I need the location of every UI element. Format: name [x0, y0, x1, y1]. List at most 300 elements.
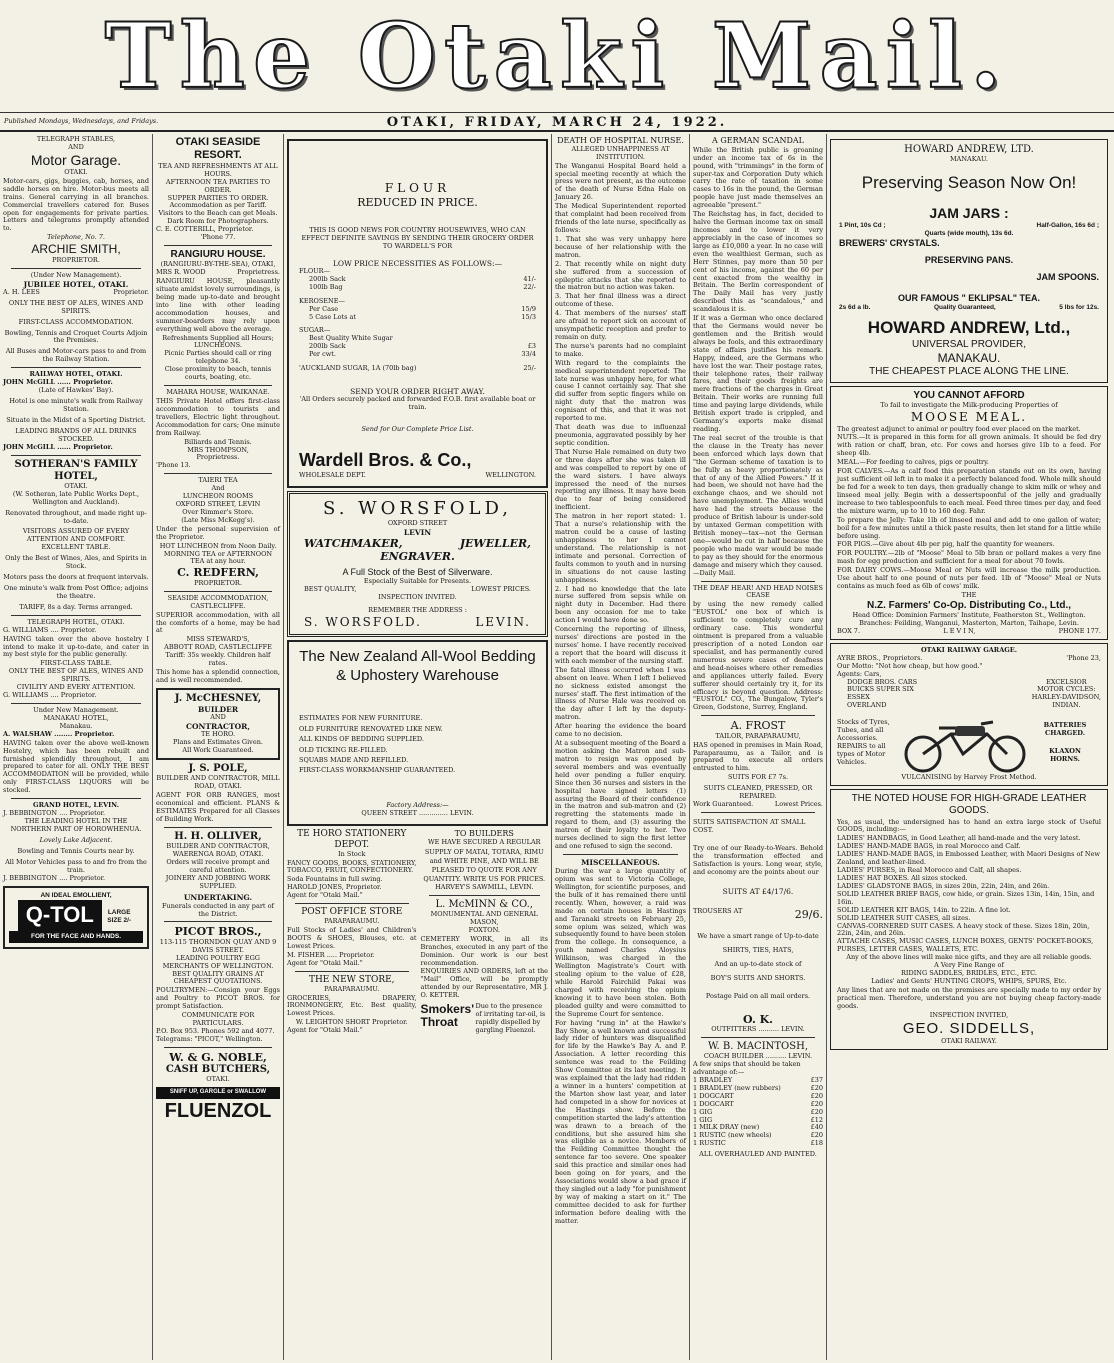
vehicle-name: 1 BRADLEY [693, 1075, 733, 1084]
divider [11, 798, 141, 799]
ad-text: WHOLESALE DEPT. [299, 470, 366, 479]
ad-text: Hotel is one minute's walk from Railway Station. [9, 396, 143, 413]
ad-text: And an up-to-date stock of [714, 959, 802, 968]
ad-text: Telegrams: "PICOT," Wellington. [156, 1034, 263, 1043]
ad-text: KEROSENE— [299, 296, 345, 305]
ad-text: JAM SPOONS. [1036, 272, 1099, 283]
brand-item: ESSEX [847, 693, 870, 702]
brand-item: HARLEY-DAVIDSON, [1031, 693, 1101, 702]
ad-title: Preserving Season Now On! [861, 173, 1077, 193]
ad-text: OLD FURNITURE RENOVATED LIKE NEW. [299, 724, 443, 733]
ad-text: FLOUR— [299, 266, 331, 275]
ad-text: All Work Guaranteed. [182, 746, 254, 755]
ad-text: UNIVERSAL PROVIDER, [911, 338, 1027, 350]
ad-title: The New Zealand All-Wool Bedding & Uphostery Warehouse [299, 647, 536, 684]
ad-text: Close proximity to beach, tennis courts, boating, etc. [164, 365, 272, 382]
ad-title: GRAND HOTEL, LEVIN. [33, 801, 119, 810]
price-item: 200lb Sack [309, 274, 346, 283]
article-paragraph: The Medical Superintendent reported that complaint had been received from friends of the late nurse, specifically as follows: [555, 202, 686, 234]
ad-text: OTAKI. [206, 1075, 230, 1084]
ad-text: Lovely Lake Adjacent. [39, 835, 113, 844]
ad-text: P.O. Box 953. Phones 592 and 4077. [156, 1027, 275, 1035]
ad-text: LOWEST PRICES. [471, 584, 531, 593]
brand-item: INDIAN. [1052, 701, 1081, 710]
ad-text: THE LEADING HOTEL IN THE NORTHERN PART OF HOROWHENUA. [10, 816, 142, 833]
proprietor-name: HAROLD JONES, Proprietor. [287, 883, 382, 892]
brand-item: EXCELSIOR [1046, 677, 1087, 686]
vehicle-price: £20 [810, 1099, 823, 1108]
ad-text: Agents: Cars, [837, 669, 882, 678]
proprietor-name: MRS R. WOOD [156, 268, 206, 277]
ad-title: POST OFFICE STORE [301, 907, 403, 918]
proprietor-name: JOHN McGILL ...... Proprietor. [3, 378, 113, 387]
ad-body: HAS opened in premises in Main Road, Paraparaumu, as a Tailor, and is prepared to execute all orders entrusted to him. [693, 740, 823, 773]
ad-body: RANGIURU HOUSE, pleasantly situate amidst lovely surroundings, is being made up-to-date and brought into line with other leading accommodation houses, and summer-boarders may rely upon everything well above the average. [156, 277, 280, 333]
price-item: Per Case [309, 304, 339, 313]
price-item: Per cwt. [309, 350, 336, 359]
price-item: 1 Pint, 10s Cd ; [839, 222, 886, 230]
ad-text: 'Phone 77. [200, 233, 236, 242]
ad-text: In Stock [338, 849, 366, 858]
ad-text: CASH BUTCHERS, [165, 1064, 271, 1076]
ad-text: OUTFITTERS .......... LEVIN. [711, 1025, 805, 1034]
ad-title: RANGIURU HOUSE. [170, 249, 266, 261]
ad-text: Bowling, Tennis and Croquet Courts Adjoin the Premises. [4, 328, 148, 345]
proprietor-name: G. WILLIAMS .... Proprietor. [3, 625, 97, 634]
ad-title: HOWARD ANDREW, LTD. [904, 144, 1034, 155]
ad-title: JUBILEE HOTEL, OTAKI. [23, 279, 129, 289]
ad-text: All Buses and Motor-cars pass to and from the Railway Station. [5, 347, 147, 364]
divider [164, 591, 272, 592]
ad-text: Situate in the Midst of a Sporting District. [6, 415, 146, 424]
ad-text: LEADING BRANDS OF ALL DRINKS STOCKED. [15, 426, 137, 443]
ad-body: AGENT FOR ORB RANGES, most economical and efficient. PLANS & ESTIMATES Prepared for all Classes of Building Work. [156, 791, 280, 823]
ad-text: HARVEY'S SAWMILL, LEVIN. [435, 882, 534, 891]
ad-text: Refreshments Supplied all Hours; LUNCHEONS. [162, 333, 274, 350]
ad-text: CONTRACTOR, [186, 722, 250, 732]
ad-text: (RANGIURU-BY-THE-SEA), OTAKI, [160, 260, 276, 269]
article-paragraph: The nurse's parents had no complaint to make. [555, 341, 686, 358]
vehicle-price: £20 [810, 1131, 823, 1140]
ad-heading: TELEGRAPH STABLES, [36, 135, 116, 143]
column-2 [153, 134, 283, 1360]
ad-text: (Late of Hawkes' Bay). [38, 386, 114, 395]
ad-text: ATTACHE CASES, MUSIC CASES, LUNCH BOXES, GENTS' POCKET-BOOKS, PURSES, LETTER CASES, WALLETS, ETC. [837, 937, 1094, 954]
ad-body: HAVING taken over the above hostelry I intend to make it up-to-date, and cater in my best style for the public generally. [3, 634, 149, 659]
article-paragraph: That Nurse Hale remained on duty two or three days after she was taken ill and was compelled to report by one of the ward sisters. I have always impressed the need of the nurses reporting any illness. It may have been due to fear of being considered inefficient. [555, 447, 686, 512]
price-value: 15/9 [521, 304, 536, 313]
ad-text: MONUMENTAL AND GENERAL MASON, [430, 909, 538, 926]
ad-title: A. FROST [730, 719, 786, 733]
ad-text: FIRST-CLASS WORKMANSHIP GUARANTEED. [299, 766, 456, 775]
ad-body: Yes, as usual, the undersigned has to hand an extra large stock of Useful GOODS, including:— [837, 817, 1101, 834]
ad-body: THIS Private Hotel offers first-class accommodation to tourists and travellers, Electric light throughout. Accommodation for cars; One minute from Railway. [156, 396, 280, 437]
ad-text: Accommodation as per Tariff. [169, 201, 267, 210]
ad-text: LEADING POULTRY EGG MERCHANTS OF WELLINGTON. [162, 953, 274, 970]
ad-body: SUPERIOR accommodation, with all the comforts of a home, may be had at [156, 610, 280, 635]
divider [701, 1037, 815, 1038]
ad-title: MOOSE MEAL. [910, 409, 1028, 424]
dateline-bar [0, 112, 1114, 132]
ad-text: OTAKI. [64, 481, 88, 490]
article-paragraph: During the war a large quantity of opium was sent to Victoria College, Wellington, for scientific purposes, and the bulk of it has remained there until recently. When, however, a raid was made on certain houses in Hastings and Taranaki streets on February 25, some opium was seized, which was subsequently found to have been stolen from the college. In consequence, a youth named Charles Aloysius Wilkinson, was charged in the Wellington Magistrate's Court with stealing opium to the value of £28, while Harold Fairchild Pakai was charged with receiving the opium knowing it to have been stolen. Both pleaded guilty and were committed to the Supreme Court for sentence. [555, 867, 686, 1018]
ad-title: J. S. POLE, [188, 763, 248, 775]
ad-text: Over Rimmer's Store. [182, 507, 254, 516]
ad-text: All Motor Vehicles pass to and fro from the train. [5, 857, 147, 874]
ad-text: L E V I N, [943, 626, 976, 635]
ad-text: PROPRIETOR. [52, 255, 100, 264]
ad-text: BREWERS' CRYSTALS. [839, 238, 940, 249]
ad-title: GEO. SIDDELLS, [902, 1019, 1036, 1037]
ad-text: ALL OVERHAULED AND PAINTED. [699, 1150, 817, 1159]
article-paragraph: If it was a German who once declared that the Germans would never be gentlemen and the British would always be fools, and this extraordinary state of affairs justifies his remark. Happy, indeed, are the Germans who have lost the war. Their postage rates, their telephone rates, their railway fares, and their goods freights are mere fractions of the charges in Great Britain. Their works are running full time and paying large dividends, while British export trade is crippled, and Germany's exports make dismal reading. [693, 314, 823, 434]
divider [563, 854, 678, 855]
article-headline: DEATH OF HOSPITAL NURSE. [557, 136, 684, 145]
ad-text: LADIES' HAND-MADE BAGS, in Embossed Leather, with Maori Designs of New Zealand, and leather-lined. [837, 850, 1100, 867]
divider [164, 827, 272, 828]
brand-item: DODGE BROS. CARS [847, 677, 918, 686]
brand-item: OVERLAND [847, 701, 887, 710]
vehicle-name: 1 DOGCART [693, 1099, 734, 1108]
article-headline: A GERMAN SCANDAL [712, 136, 804, 145]
price-value: 29/6. [794, 907, 823, 921]
ad-text: MANAKAU. [937, 351, 1001, 365]
ad-text: RIDING SADDLES, BRIDLES, ETC., ETC. [901, 969, 1037, 978]
ad-text: Funerals conducted in any part of the District. [162, 901, 274, 918]
vehicle-price: £18 [810, 1139, 823, 1148]
ad-title: OTAKI SEASIDE RESORT. [175, 136, 261, 162]
proprietor-name: G. WILLIAMS .... Proprietor. [3, 691, 97, 700]
divider [701, 715, 815, 716]
ad-text: (Under New Management). [30, 270, 122, 279]
ad-text: SNIFF UP, GARGLE or SWALLOW [156, 1087, 280, 1098]
ad-title: FLUENZOL [164, 1099, 272, 1122]
ad-text: Manakau. [59, 721, 93, 730]
column-3 [284, 134, 551, 1360]
publication-schedule: Published Mondays, Wednesdays, and Fridays. [4, 117, 159, 125]
price-value: 41/- [523, 274, 536, 283]
ad-body: The greatest adjunct to animal or poultry food ever placed on the market. [837, 424, 1081, 433]
ad-text: Send for Our Complete Price List. [361, 425, 474, 434]
qtol-ad [3, 886, 149, 949]
article-paragraph: After hearing the evidence the board came to no decision. [555, 722, 686, 739]
article-paragraph: The fatal illness occurred when I was absent on leave. When I left I believed no sickness existed amongst the nurses' staff. The first intimation of the illness of Nurse Hale was received on the day after I left by the deputy-matron. [555, 665, 686, 722]
motorcycle-illustration [901, 712, 1031, 774]
vehicle-name: 1 RUSTIC [693, 1139, 726, 1148]
ad-title: Smokers' Throat [420, 1002, 475, 1030]
divider [11, 268, 141, 269]
ad-text: OTAKI RAILWAY. [941, 1036, 997, 1045]
ad-title: W. B. MACINTOSH, [707, 1041, 809, 1052]
price-item: Quarts (wide mouth), 13s 6d. [924, 230, 1014, 238]
ad-text: Renovated throughout, and made right up-to-date. [5, 508, 147, 525]
column-4 [552, 134, 689, 1360]
ad-text: BOX 7. [837, 626, 861, 635]
price-item: 2s 6d a lb. [839, 304, 871, 312]
ad-text: SUITS FOR £7 7s. [727, 773, 789, 782]
mchesney-ad [156, 688, 280, 760]
ad-title: TE HORO STATIONERY DEPOT. [297, 828, 407, 850]
price-item: Best Quality White Sugar [309, 334, 393, 343]
article-paragraph: While the British public is groaning under an income tax of 6s in the pound, with "trimmings" in the form of super-tax and Corporation Duty which carry the rate of taxation in some cases to 16s in the pound, the German people have just made themselves an agreeable "present." [693, 145, 823, 210]
ad-body: WE HAVE SECURED A REGULAR SUPPLY OF MATAI, TOTARA, RIMU and WHITE PINE, AND WILL BE PLEASED TO QUOTE FOR ANY QUANTITY. WRITE US FOR PRICES. [423, 838, 546, 883]
ad-text: Agent for "Otaki Mail." [287, 1026, 363, 1035]
ad-title: SOTHERAN'S FAMILY HOTEL, [14, 458, 138, 482]
ad-text: FOR DAIRY COWS.—Moose Meal or Nuts will increase the milk production. Use about half to one pound of nuts per feed. 1lb of "Moose" Meal or Nuts contains as much feed as 6lb of cows' milk. [837, 566, 1101, 591]
ad-text: OXFORD STREET [387, 518, 448, 527]
ad-text: TARIFF, 8s a day. Terms arranged. [19, 602, 133, 611]
ad-body: Full Stocks of Ladies' and Children's BOOTS & SHOES, Blouses, etc. at Lowest Prices. [287, 926, 417, 950]
ad-text: Especially Suitable for Presents. [363, 576, 472, 585]
ad-text: BUILDER AND CONTRACTOR, WAERENGA ROAD, OTAKI. [166, 841, 270, 858]
ad-body: Under the personal supervision of the Proprietor. [156, 524, 280, 541]
proprietor-name: MISS STEWARD'S, [186, 635, 250, 644]
ad-text: Under New Management. [33, 706, 119, 714]
ad-title: RAILWAY HOTEL, OTAKI. [29, 370, 123, 379]
ad-text: LEVIN [403, 527, 432, 537]
ad-title: SEASIDE ACCOMMODATION, CASTLECLIFFE. [167, 593, 269, 610]
column-1 [0, 134, 152, 1360]
ad-text: TEA AND REFRESHMENTS AT ALL HOURS. [158, 161, 278, 178]
ad-title: TO BUILDERS [454, 828, 514, 838]
ad-title: FLOUR [384, 181, 451, 195]
divider [429, 895, 541, 896]
ad-text: FOR THE FACE AND HANDS. [9, 931, 143, 943]
vehicle-price: £12 [810, 1115, 823, 1124]
ad-title: N.Z. Farmers' Co-Op. Distributing Co., Ltd., [866, 599, 1072, 611]
ad-text: AND [68, 142, 84, 151]
ad-title: Motor Garage. [30, 151, 122, 168]
divider [295, 971, 409, 972]
proprietor-name: J. BEBBINGTON .... Proprietor. [3, 873, 106, 882]
ad-text: SOLID LEATHER BRIEF BAGS, cow hide, or grain. Sizes 13in, 14in, 15in, and 16in. [837, 889, 1095, 906]
ad-text: And [211, 484, 225, 493]
article-paragraph: For having "rung in" at the Hawke's Bay Show, a well known and successful lady rider of hunters was disqualified for life by the Hawke's Bay A. and P. Association. A letter recording this sentence was read to the Feilding Show Committee at its last meeting. It was explained that the lady had ridden a winner in a hunters' competition at the Marton show last year, and later had competed in a show for novices at the Hastings show. Before the competition started the lady's attention was drawn to a breach of the conditions, but she assured him she was eligible as a novice. Members of the Feilding Committee thought the sentence far too severe. One speaker said this practice and similar ones had been going on for years, and the Associations would show a bad grace if they singled out a lady "for punishment by way of making a start on it." The committee decided to ask for further information before dealing with the matter. [555, 1018, 686, 1225]
article-paragraph: With regard to the complaints the medical superintendent reported: The late nurse was unhappy here, for what cause I cannot certainly say. That she did suffer from septic fingers while on night duty that the matron was cognisant of this, and that it was not reported to me. [555, 358, 686, 423]
ad-text: LOW PRICE NECESSITIES AS FOLLOWS:— [332, 258, 503, 268]
brand-item: BUICKS SUPER SIX [847, 685, 914, 694]
price-item: 5 lbs for 12s. [1059, 304, 1099, 312]
ad-text: Dark Room for Photographers. [167, 217, 269, 226]
ad-text: SOLID LEATHER KIT BAGS, 14in. to 22in. A fine lot. [837, 905, 1011, 914]
ad-text: Picnic Parties should call or ring telephone 34. [164, 349, 272, 366]
ad-title: THE NEW STORE, [308, 974, 395, 985]
ad-text: ONLY THE BEST OF ALES, WINES AND SPIRITS. [8, 667, 144, 684]
article-paragraph: The Wanganui Hospital Board held a special meeting recently at which the press were not present, as the outcome of the death of Nurse Edna Hale on January 26. [555, 161, 686, 202]
vehicle-list-item [693, 1140, 823, 1148]
vehicle-price: £37 [810, 1075, 823, 1084]
ad-text: ESTIMATES FOR NEW FURNITURE. [299, 714, 423, 723]
ad-text: QUEEN STREET .............. LEVIN. [361, 808, 474, 817]
ad-body: FANCY GOODS, BOOKS, STATIONERY, TOBACCO, FRUIT, CONFECTIONERY. [287, 858, 417, 875]
article-paragraph: 3. That her final illness was a direct outcome of these. [555, 292, 686, 309]
ad-text: (W. Sotheran, late Public Works Dept., Wellington and Auckland). [12, 489, 140, 506]
ad-text: MOTOR CYCLES: [1037, 685, 1096, 694]
ad-text: SUPPER PARTIES TO ORDER. [167, 193, 269, 202]
ad-text: 113-115 THORNDON QUAY AND 9 DAVIS STREET. [159, 937, 277, 954]
proprietor-name: M. FISHER ..... Proprietor. [287, 950, 375, 959]
proprietor-name: J. BEBBINGTON .... Proprietor. [3, 809, 106, 818]
fluenzol-ad [156, 1087, 280, 1123]
ad-text: ALL KINDS OF BEDDING SUPPLIED. [299, 735, 424, 744]
proprietor-name: C. E. COTTERILL, Proprietor. [156, 225, 254, 234]
article-headline: MISCELLANEOUS. [581, 857, 660, 867]
article-paragraph: The real secret of the trouble is that the clause in the Treaty has never been enforced which lays down that "the German scheme of taxation is to be fully as heavy proportionately as that of any of the Allied Powers." If it had been, we should not have had the exchange chaos, and we should not have unemployment. The Allies would have had the streets because the produce of British labour is under-sold by untaxed German competition with British money—tax—not the German one—would be cut in half because the people who made war would be made to pay as they should for the enormous damage and misery which they caused.—Daily Mail. [693, 433, 823, 577]
vehicle-name: 1 MILK DRAY (new) [693, 1123, 760, 1132]
ad-text: VISITORS ASSURED OF EVERY ATTENTION AND COMFORT. [22, 527, 130, 544]
worsfold-ad [287, 491, 548, 637]
ad-text: THE [961, 590, 977, 599]
ad-text: Proprietor. [113, 287, 149, 296]
ad-text: FOR PIGS.—Give about 4lb per pig, half the quantity for weaners. [837, 540, 1055, 549]
price-value: 25/- [523, 364, 536, 373]
bedding-ad [287, 640, 548, 826]
ad-text: BATTERIES CHARGED. [1043, 721, 1087, 738]
ad-text: NUTS.—It is prepared in this form for all grown animals. It should be fed dry with ration or chaff, bran, etc. For cows and horses give 1lb to a feed. For sheep 4lb. [837, 433, 1101, 458]
vehicle-name: 1 GIG [693, 1115, 713, 1124]
ad-text: JOINERY AND JOBBING WORK SUPPLIED. [165, 873, 271, 890]
article-paragraph: 2. That recently while on night duty she suffered from a succession of epileptic attacks that she reported to the matron but no action was taken. [555, 259, 686, 292]
wardell-ad [287, 139, 548, 488]
ad-text: Any of the above lines will make nice gifts, and they are all reliable goods. [846, 953, 1092, 962]
ad-text: VULCANISING by Harvey Frost Method. [901, 773, 1037, 782]
ad-text: Proprietress. [196, 453, 240, 462]
ad-text: UNDERTAKING. [183, 893, 253, 903]
ad-text: COMMUNICATE FOR PARTICULARS. [181, 1011, 255, 1028]
ad-text: PROPRIETOR. [194, 578, 242, 587]
ad-text: LADIES' GLADSTONE BAGS, in sizes 20in, 22in, 24in, and 26in. [837, 881, 1050, 890]
ad-title: J. McCHESNEY, [174, 692, 262, 704]
ad-text: Tariff: 35s weekly. Children half rates. [165, 651, 271, 668]
vehicle-name: 1 RUSTIC (new wheels) [693, 1131, 772, 1140]
divider [701, 581, 815, 582]
price-value: 33/4 [521, 350, 536, 359]
ad-text: A Full Stock of the Best of Silverware. [342, 566, 493, 577]
ad-text: THE CHEAPEST PLACE ALONG THE LINE. [869, 365, 1069, 377]
ad-text: OLD TICKING RE-FILLED. [299, 745, 388, 754]
ad-text: MEAL.—For feeding to calves, pigs or poultry. [837, 458, 989, 467]
ad-text: To fail to investigate the Milk-producing Properties of [880, 401, 1058, 409]
ad-text: Billiards and Tennis. [184, 437, 252, 446]
ad-text: Our Motto: "Not how cheap, but how good." [837, 661, 983, 670]
ad-title: MANAKAU HOTEL, [43, 713, 109, 722]
price-value: 22/- [523, 282, 536, 291]
ad-title: MAHARA HOUSE, WAIKANAE. [166, 388, 270, 397]
ad-text: Agent for "Otaki Mail." [287, 891, 363, 900]
divider [164, 385, 272, 386]
ad-text: JEWELLER, [459, 536, 531, 550]
price-item: 200lb Sack [309, 342, 346, 351]
ad-text: 'Phone 13. [156, 461, 191, 470]
ad-text: Stocks of Tyres, Tubes, and all Accessories. [837, 718, 890, 743]
ad-text: To prepare the Jelly: Take 1lb of linseed meal and add to one gallon of water; boil for a few minutes until a thick paste results, then let stand for a little while before using. [837, 515, 1101, 540]
ad-text: INSPECTION INVITED. [378, 592, 457, 601]
ad-text: MANAKAU. [950, 155, 988, 164]
ad-text: ENQUIRIES AND ORDERS, left at the "Mail" Office, will be promptly attended by our Representative, MR J. O. KETTER. [420, 967, 548, 1000]
vehicle-list-item [693, 1109, 823, 1117]
price-value: 15/3 [521, 312, 536, 321]
ad-text: One minute's walk from Post Office; adjoins the theatre. [3, 584, 149, 600]
ad-title: S. WORSFOLD, [323, 497, 512, 519]
ad-text: REPAIRS to all types of Motor Vehicles. [837, 742, 886, 767]
divider [295, 903, 409, 904]
proprietor-name: AYRE BROS., Proprietors. [837, 653, 923, 662]
ad-body: Motor-cars, gigs, buggies, cab, horses, and saddle horses on hire. Motor-bus meets all trains. General carrying in all branches. Commercial travellers catered for. Buses open for engagements for private parties. Letters and telegrams promptly attended to. [3, 176, 149, 233]
ad-title: TAIERI TEA [198, 476, 238, 485]
ad-text: SUITS CLEANED, PRESSED, OR REPAIRED. [703, 784, 813, 801]
ad-title: W. & G. NOBLE, [169, 1050, 267, 1064]
ad-title: Q-TOL [18, 900, 102, 931]
ad-text: 'Phone 23, [1066, 653, 1101, 662]
price-value: £3 [527, 342, 536, 351]
ad-title: TELEGRAPH HOTEL, OTAKI. [27, 617, 125, 626]
ad-text: LADIES' HAT BOXES. All sizes stocked. [837, 873, 968, 882]
ad-title: THE NOTED HOUSE FOR HIGH-GRADE LEATHER GOODS. [851, 793, 1087, 817]
ad-text: Orders will receive prompt and careful attention. [166, 857, 270, 874]
ad-title: L. McMINN & CO., [435, 898, 533, 910]
ad-text: AND [210, 713, 226, 722]
ad-text: LADIES' HANDBAGS, in Good Leather, all hand-made and the very latest. [837, 834, 1081, 843]
ad-text: COACH BUILDER .......... LEVIN. [703, 1052, 813, 1061]
ad-text: OUR FAMOUS " EKLIPSAL" TEA. [897, 293, 1041, 304]
ad-text: Work Guaranteed. [693, 800, 754, 809]
price-item: Half-Gallon, 16s 6d ; [1036, 222, 1099, 230]
proprietor-name: JOHN McGILL ...... Proprietor. [3, 442, 113, 451]
divider [164, 473, 272, 474]
ad-body: CEMETERY WORK, in all its Branches, executed in any part of the Dominion. Our work is our best recommendation. [420, 934, 548, 967]
ad-text: CIVILITY AND EVERY ATTENTION. [16, 683, 136, 692]
vehicle-name: 1 DOGCART [693, 1091, 734, 1100]
ad-text: Ladies' and Gents' HUNTING CROPS, WHIPS, SPURS, Etc. [871, 976, 1067, 985]
ad-text: LADIES' PURSES, in Real Morocco and Calf, all shapes. [837, 866, 1022, 875]
vehicle-name: 1 GIG [693, 1107, 713, 1116]
proprietor-name: C. REDFERN, [177, 566, 259, 580]
ad-text: FOXTON. [468, 925, 500, 934]
ad-text: SUITS AT £4/17/6. [722, 886, 794, 896]
ad-text: Plans and Estimates Given. [173, 738, 263, 747]
divider [11, 455, 141, 456]
ad-text: BUILDER AND CONTRACTOR, MILL ROAD, OTAKI. [156, 774, 280, 791]
ad-text: BOY'S SUITS AND SHORTS. [710, 973, 806, 982]
vehicle-price: £20 [810, 1091, 823, 1100]
ad-text: TE HORO. [200, 730, 236, 739]
article-paragraph: by using the new remedy called "EUSTOL" one box of which is sufficient to completely cure any ordinary case. This wonderful ointment is prepared from a valuable prescription of a noted London ear specialist, and has permanently cured numerous severe cases of deafness and head-noises where other remedies and appliances utterly failed. Every sufferer should certainly try it, for its efficacy is beyond question. Address: "EUSTOL" CO., The Bungalow, Tyler's Green, Godstone, Surrey, England. [693, 600, 823, 712]
ad-text: 'All Orders securely packed and forwarded F.O.B. first available boat or train. [299, 395, 536, 412]
ad-text: EXCELLENT TABLE. [41, 543, 111, 552]
ad-title: OTAKI RAILWAY GARAGE. [920, 645, 1018, 654]
ad-text: BEST QUALITY GRAINS AT CHEAPEST QUOTATIONS. [172, 969, 264, 986]
ad-text: Only the Best of Wines, Ales, and Spirits in Stock. [5, 554, 147, 571]
proprietor-name: A. H. LEES [3, 287, 40, 296]
ad-text: LEVIN. [475, 615, 531, 630]
divider [701, 812, 815, 813]
ad-text: We have a smart range of Up-to-date [697, 932, 819, 941]
ad-text: FOR CALVES.—As a calf food this preparation stands out on its own, having just sufficient oil left in to make it a perfectly balanced food. Whole milk should be fed for a week to ten days, then gradually change to skim milk or whey and linseed meal jelly. Begin with a dessertspoonful of the jelly and gradually increase to two tablespoonfuls to each meal. Feed three times per day, and feed the mixture warm, up to 10 to 160 deg. Fahr. [837, 467, 1101, 515]
price-item: 'AUCKLAND SUGAR, 1A (70lb bag) [299, 364, 417, 373]
vehicle-list [693, 1077, 823, 1148]
ad-text: Factory Address:— [386, 800, 449, 809]
vehicle-price: £20 [810, 1083, 823, 1092]
ad-body: HAVING taken over the above well-known Hostelry, which has been rebuilt and furnished splendidly throughout, I am prepared to cater for all. ONLY THE BEST ACCOMMODATION will be provided, while only FIRST-CLASS LIQUORS will be stocked. [3, 738, 149, 795]
ad-text: HOT LUNCHEON from Noon Daily. MORNING TEA or AFTERNOON TEA at any hour. [159, 541, 277, 566]
price-item: 100lb Bag [309, 282, 343, 291]
vehicle-name: 1 BRADLEY (new rubbers) [693, 1083, 781, 1092]
ad-text: Visitors to the Beach can get Meals. [158, 209, 278, 218]
ad-text: Lowest Prices. [774, 800, 823, 809]
ad-text: A Very Fine Range of [934, 961, 1004, 970]
ad-text: Motors pass the doors at frequent intervals. [3, 573, 149, 582]
ad-text: Due to the presence of irritating tar-oil, is rapidly dispelled by gargling Fluenzol. [475, 1002, 546, 1034]
